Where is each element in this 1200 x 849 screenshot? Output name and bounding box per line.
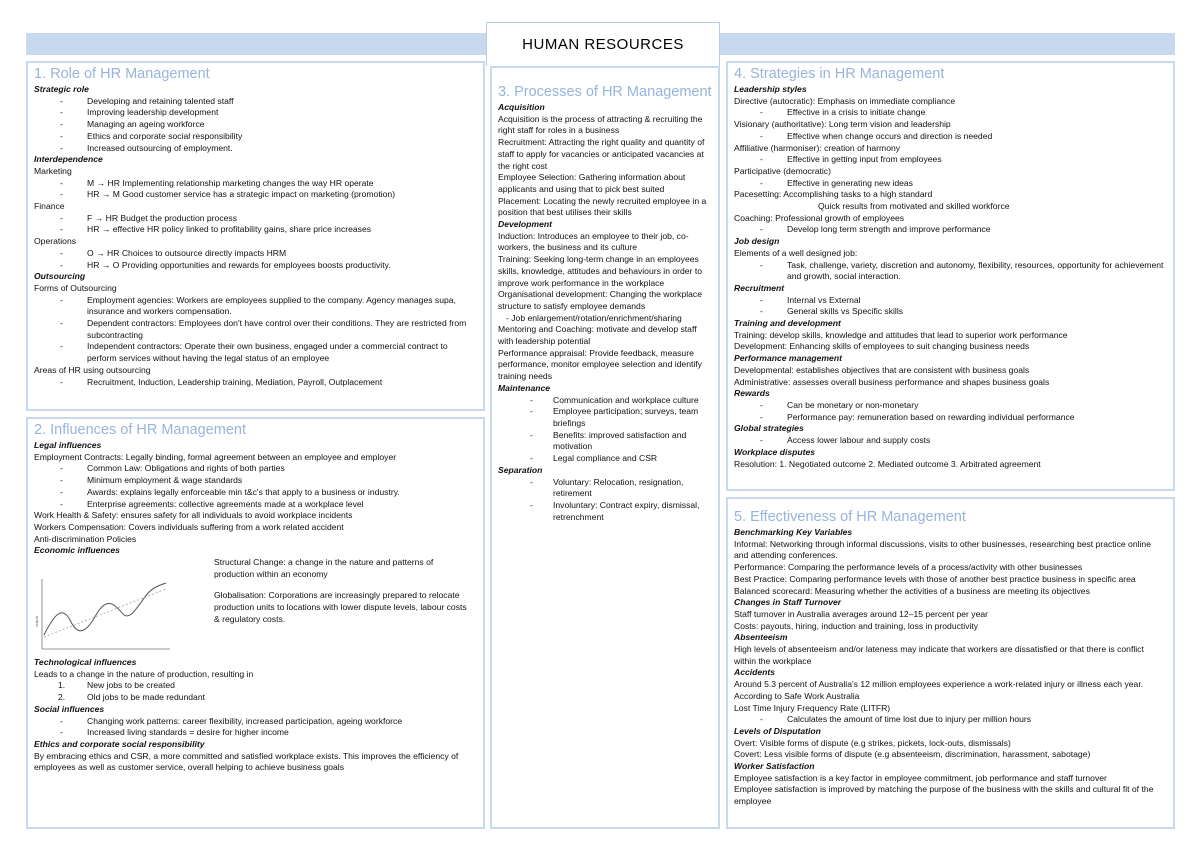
subheading: Strategic role [34,84,89,94]
subheading: Social influences [34,703,105,714]
text-line: Overt: Visible forms of dispute (e.g strikes, pickets, lock-outs, dismissals) [734,737,1011,748]
list-item: - HR → M Good customer service has a strategic impact on marketing (promotion) [34,189,477,201]
list-item: - Employee participation; surveys, team briefings [498,406,712,429]
list-item: - Changing work patterns: career flexibility, increased participation, ageing workforce [34,716,477,728]
text-line: Structural Change: a change in the nature and patterns of production within an economy [214,557,434,579]
svg-text:output: output [34,615,39,628]
list-item [34,692,477,704]
text-line: Placement: Locating the newly recruited employee in a position that best utilises their skills [498,195,707,218]
text-line: Lost Time Injury Frequency Rate (LITFR) [734,702,891,713]
section-heading: 1. Role of HR Management [34,66,210,82]
text-line: - Job enlargement/rotation/enrichment/sharing [506,312,682,323]
list-item: - Enterprise agreements: collective agreements made at a workplace level [34,499,477,511]
list-item: - Can be monetary or non-monetary [734,400,1167,412]
accidents-list [734,714,1167,726]
text-line: Employee Selection: Gathering information about applicants and using that to pick best suited [498,172,686,194]
list-number: 2. [58,692,66,703]
list-item [34,680,477,692]
text-line: Participative (democratic) [734,165,831,176]
subheading: Maintenance [498,382,551,393]
subheading: Development [498,219,552,230]
list-item: - Effective when change occurs and direction is needed [734,131,1167,143]
text-line: Mentoring and Coaching: motivate and develop staff with leadership potential [498,324,697,347]
economic-block [34,557,477,663]
finance-list [34,213,477,236]
list-item: - Involuntary: Contract expiry, dismissal, retrenchment [498,500,712,523]
text-line: Employee satisfaction is a key factor in employee commitment, job performance and staff turnover [734,772,1107,783]
subheading: Acquisition [498,102,545,112]
subheading: Separation [498,464,543,475]
list-item: - Communication and workplace culture [498,395,712,407]
maintenance-list [498,395,712,465]
text-line: Training: Seeking long-term change in an employees skills, knowledge, attitudes and behaviours in order to improve work performance in the workplace [498,254,702,288]
subheading: Performance management [734,353,842,364]
list-number: 1. [58,680,66,691]
list-item: - Internal vs External [734,295,1167,307]
text-line: Balanced scorecard: Measuring whether the activities of a business are meeting its objectives [734,585,1090,596]
section-heading: 2. Influences of HR Management [34,422,246,438]
list-item: - Developing and retaining talented staff [34,96,477,108]
text-line: Areas of HR using outsourcing [34,364,151,375]
job-list [734,260,1167,283]
subheading: Levels of Disputation [734,725,821,736]
list-item: - General skills vs Specific skills [734,306,1167,318]
text-line: Directive (autocratic): Emphasis on immediate compliance [734,95,956,106]
page-title: HUMAN RESOURCES [486,22,720,66]
subheading: Recruitment [734,282,785,293]
list-item: - Legal compliance and CSR [498,453,712,465]
list-item: - Minimum employment & wage standards [34,475,477,487]
list-item: - Independent contractors: Operate their own business, engaged under a commercial contract to perform services without having the legal status of an employee [34,341,477,364]
social-list [34,716,477,739]
text-line: Forms of Outsourcing [34,282,117,293]
l1-list [734,107,1167,119]
list-item: - Effective in a crisis to initiate change [734,107,1167,119]
subheading: Rewards [734,388,770,399]
subheading: Leadership styles [734,84,807,94]
list-item: - Dependent contractors: Employees don't have control over their conditions. They are restricted from subcontracting [34,318,477,341]
text-line: Employment Contracts: Legally binding, formal agreement between an employee and employer [34,451,397,462]
list-item: - Develop long term strength and improve performance [734,224,1167,236]
text-line: Visionary (authoritative): Long term vision and leadership [734,119,951,130]
panel-effectiveness [726,497,1175,829]
areas-list [34,377,477,389]
text-line: Leads to a change in the nature of production, resulting in [34,668,254,679]
text-line: Employee satisfaction is improved by matching the purpose of the business with the skills and cultural fit of the employee [734,784,1154,807]
subheading: Absenteeism [734,632,788,643]
text-line: Administrative: assesses overall business performance and shapes business goals [734,376,1050,387]
list-item: - Effective in getting input from employees [734,154,1167,166]
text-line: Best Practice: Comparing performance levels with those of another best practice business in specific area [734,573,1136,584]
subheading: Interdependence [34,154,103,165]
list-item: - Benefits: improved satisfaction and motivation [498,430,712,453]
text-line: Elements of a well designed job: [734,247,858,258]
subheading: Worker Satisfaction [734,761,815,772]
l4-list [734,178,1167,190]
text-line: Globalisation: Corporations are increasingly prepared to relocate production units to locations with lower dispute levels, labour costs & regulatory costs. [214,590,467,624]
l3-list [734,154,1167,166]
text-line: Costs: payouts, hiring, induction and training, loss in productivity [734,620,979,631]
subheading: Technological influences [34,657,137,668]
text-line: Work Health & Safety: ensures safety for all individuals to avoid workplace incidents [34,510,353,521]
forms-list [34,295,477,365]
text-line: Pacesetting: Accomplishing tasks to a high standard [734,189,933,200]
text-line: Performance appraisal: Provide feedback, measure performance, monitor employee selection and identify training needs [498,347,702,382]
list-item: - HR → effective HR policy linked to profitability gains, share price increases [34,224,477,236]
subheading: Ethics and corporate social responsibility [34,738,205,749]
panel-strategies [726,61,1175,491]
strategic-list [34,96,477,155]
text-line: By embracing ethics and CSR, a more committed and satisfied workplace exists. This improves the efficiency of employees as well as customer service, overall helping to achieve business goals [34,750,459,773]
business-cycle-graph [34,575,174,655]
tech-list [34,680,477,703]
subheading: Changes in Staff Turnover [734,597,842,608]
text-line: Performance: Comparing the performance levels of a process/activity with other businesses [734,562,1083,573]
text-line: Around 5.3 percent of Australia's 12 million employees experience a work-related injury or illness each year. According to Safe Work Australia [734,679,1144,701]
list-text: New jobs to be created [87,680,175,691]
contracts-list [34,463,477,510]
text-line: Workers Compensation: Covers individuals suffering from a work related accident [34,521,344,532]
subheading: Legal influences [34,440,102,450]
text-line: Anti-discrimination Policies [34,533,137,544]
section-heading: 3. Processes of HR Management [498,84,712,100]
text-line: Staff turnover in Australia averages around 12–15 percent per year [734,608,988,619]
marketing-list [34,178,477,201]
l6-list [734,224,1167,236]
text-line: Marketing [34,165,72,176]
text-line: Finance [34,201,65,212]
list-item: - Voluntary: Relocation, resignation, retirement [498,477,712,500]
list-item: - Task, challenge, variety, discretion and autonomy, flexibility, resources, opportunity for achievement and growth, social interaction. [734,260,1167,283]
text-line: Recruitment: Attracting the right quality and quantity of staff to apply for vacancies or anticipated vacancies at the right cost [498,137,705,171]
subheading: Accidents [734,667,776,678]
list-item: - Improving leadership development [34,107,477,119]
text-line: Organisational development: Changing the workplace structure to satisfy employee demands [498,289,702,311]
section-heading: 4. Strategies in HR Management [734,66,945,82]
text-line: Development: Enhancing skills of employees to suit changing business needs [734,341,1030,352]
subheading: Training and development [734,318,841,329]
separation-list [498,477,712,524]
global-list [734,435,1167,447]
list-item: - Increased living standards = desire for higher income [34,727,477,739]
list-item: - O → HR Choices to outsource directly impacts HRM [34,248,477,260]
l2-list [734,131,1167,143]
list-item: - Effective in generating new ideas [734,178,1167,190]
list-item: - Ethics and corporate social responsibility [34,131,477,143]
text-line: Covert: Less visible forms of dispute (e.g absenteeism, discrimination, harassment, sabotage) [734,749,1091,760]
panel-influences [26,417,485,829]
text-line: Developmental: establishes objectives that are consistent with business goals [734,364,1030,375]
text-line: Affiliative (harmoniser): creation of harmony [734,142,901,153]
subheading: Benchmarking Key Variables [734,527,853,537]
recruit-list [734,295,1167,318]
text-line: Quick results from motivated and skilled workforce [818,201,1010,212]
text-line: Acquisition is the process of attracting & recruiting the right staff for roles in a business [498,113,703,136]
subheading: Economic influences [34,545,120,556]
list-item: - Access lower labour and supply costs [734,435,1167,447]
list-item: - Calculates the amount of time lost due to injury per million hours [734,714,1167,726]
section-heading: 5. Effectiveness of HR Management [734,509,966,525]
text-line: High levels of absenteeism and/or lateness may indicate that workers are dissatisfied or that there is conflict within the workplace [734,644,1144,666]
subheading: Outsourcing [34,271,86,282]
list-item: - Awards: explains legally enforceable min t&c's that apply to a business or industry. [34,487,477,499]
text-line: Induction: Introduces an employee to their job, co-workers, the business and its culture [498,230,689,253]
subheading: Global strategies [734,423,804,434]
list-item: - M → HR Implementing relationship marketing changes the way HR operate [34,178,477,190]
list-item: - Increased outsourcing of employment. [34,143,477,155]
list-item: - HR → O Providing opportunities and rewards for employees boosts productivity. [34,260,477,272]
text-line: Training: develop skills, knowledge and attitudes that lead to superior work performance [734,329,1068,340]
list-item: - Managing an ageing workforce [34,119,477,131]
panel-role-of-hr [26,61,485,411]
subheading: Workplace disputes [734,446,816,457]
text-line: Informal: Networking through informal discussions, visits to other businesses, researching best practice online and attending conferences. [734,538,1151,561]
subheading: Job design [734,236,780,247]
list-item: - Performance pay: remuneration based on rewarding individual performance [734,412,1167,424]
list-item: - F → HR Budget the production process [34,213,477,225]
list-item: - Employment agencies: Workers are employees supplied to the company. Agency manages supa, insurance and workers compensation. [34,295,477,318]
text-line: Coaching: Professional growth of employees [734,212,905,223]
operations-list [34,248,477,271]
text-line: Resolution: 1. Negotiated outcome 2. Mediated outcome 3. Arbitrated agreement [734,458,1041,469]
text-line: Operations [34,236,77,247]
list-text: Old jobs to be made redundant [87,692,206,703]
economic-text [214,557,474,626]
list-item: - Recruitment, Induction, Leadership training, Mediation, Payroll, Outplacement [34,377,477,389]
panel-processes [490,66,720,829]
list-item: - Common Law: Obligations and rights of both parties [34,463,477,475]
rewards-list [734,400,1167,423]
